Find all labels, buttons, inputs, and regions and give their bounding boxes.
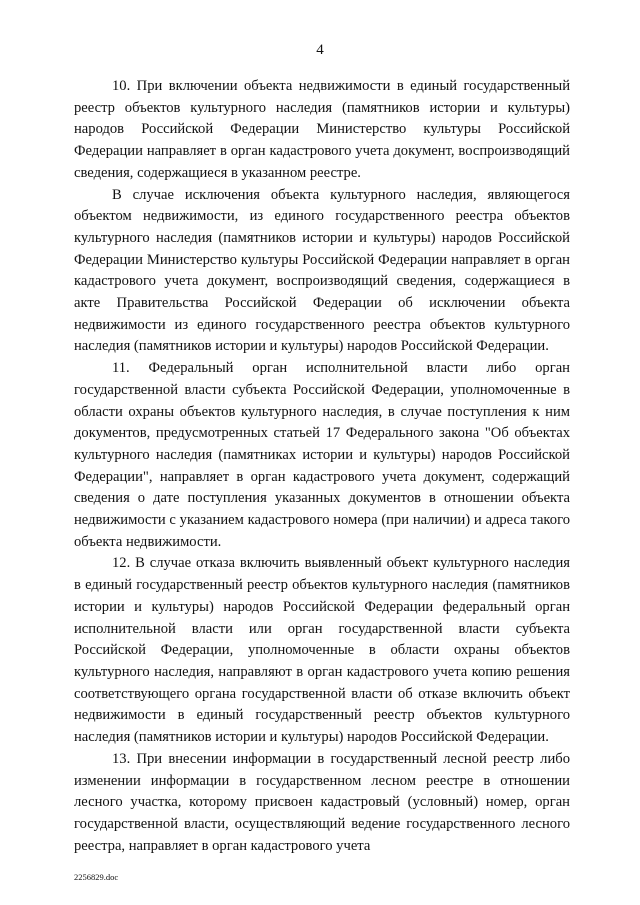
paragraph-10: 10. При включении объекта недвижимости в единый государственный реестр объектов культурного наследия (памятников истории и культуры) народов Российской Федерации Министерство культуры Российской Федерации направляет в орган кадастрового учета документ, воспроизводящий сведения, содержащиеся в указанном реестре. (74, 78, 570, 181)
page-number: 4 (316, 42, 324, 58)
paragraph-10-exclusion: В случае исключения объекта культурного наследия, являющегося объектом недвижимости, из единого государственного реестра объектов культурного наследия (памятников истории и культуры) народов Российской Федерации Министерство культуры Российской Федерации направляет в орган кадастрового учета документ, воспроизводящий сведения, содержащиеся в акте Правительства Российской Федерации об исключении объекта недвижимости из единого государственного реестра объектов культурного наследия (памятников истории и культуры) народов Российской Федерации. (74, 186, 570, 355)
paragraph-11: 11. Федеральный орган исполнительной власти либо орган государственной власти субъекта Российской Федерации, уполномоченные в области охраны объектов культурного наследия, в случае поступления к ним документов, предусмотренных статьей 17 Федерального закона "Об объектах культурного наследия (памятниках истории и культуры) народов Российской Федерации", направляет в орган кадастрового учета документ, содержащий сведения о дате поступления указанных документов в отношении объекта недвижимости с указанием кадастрового номера (при наличии) и адреса такого объекта недвижимости. (74, 360, 570, 550)
paragraph-13: 13. При внесении информации в государственный лесной реестр либо изменении информации в государственном лесном реестре в отношении лесного участка, которому присвоен кадастровый (условный) номер, орган государственной власти, осуществляющий ведение государственного лесного реестра, направляет в орган кадастрового учета (74, 750, 570, 854)
document-body (74, 76, 570, 857)
paragraph-12: 12. В случае отказа включить выявленный объект культурного наследия в единый государственный реестр объектов культурного наследия (памятников истории и культуры) народов Российской Федерации федеральный орган исполнительной власти или орган государственной власти субъекта Российской Федерации, уполномоченные в области охраны объектов культурного наследия, направляют в орган кадастрового учета копию решения соответствующего органа государственной власти об отказе включить объект недвижимости в единый государственный реестр объектов культурного наследия (памятников истории и культуры) народов Российской Федерации. (74, 555, 570, 746)
document-file-code: 2256829.doc (74, 872, 119, 882)
